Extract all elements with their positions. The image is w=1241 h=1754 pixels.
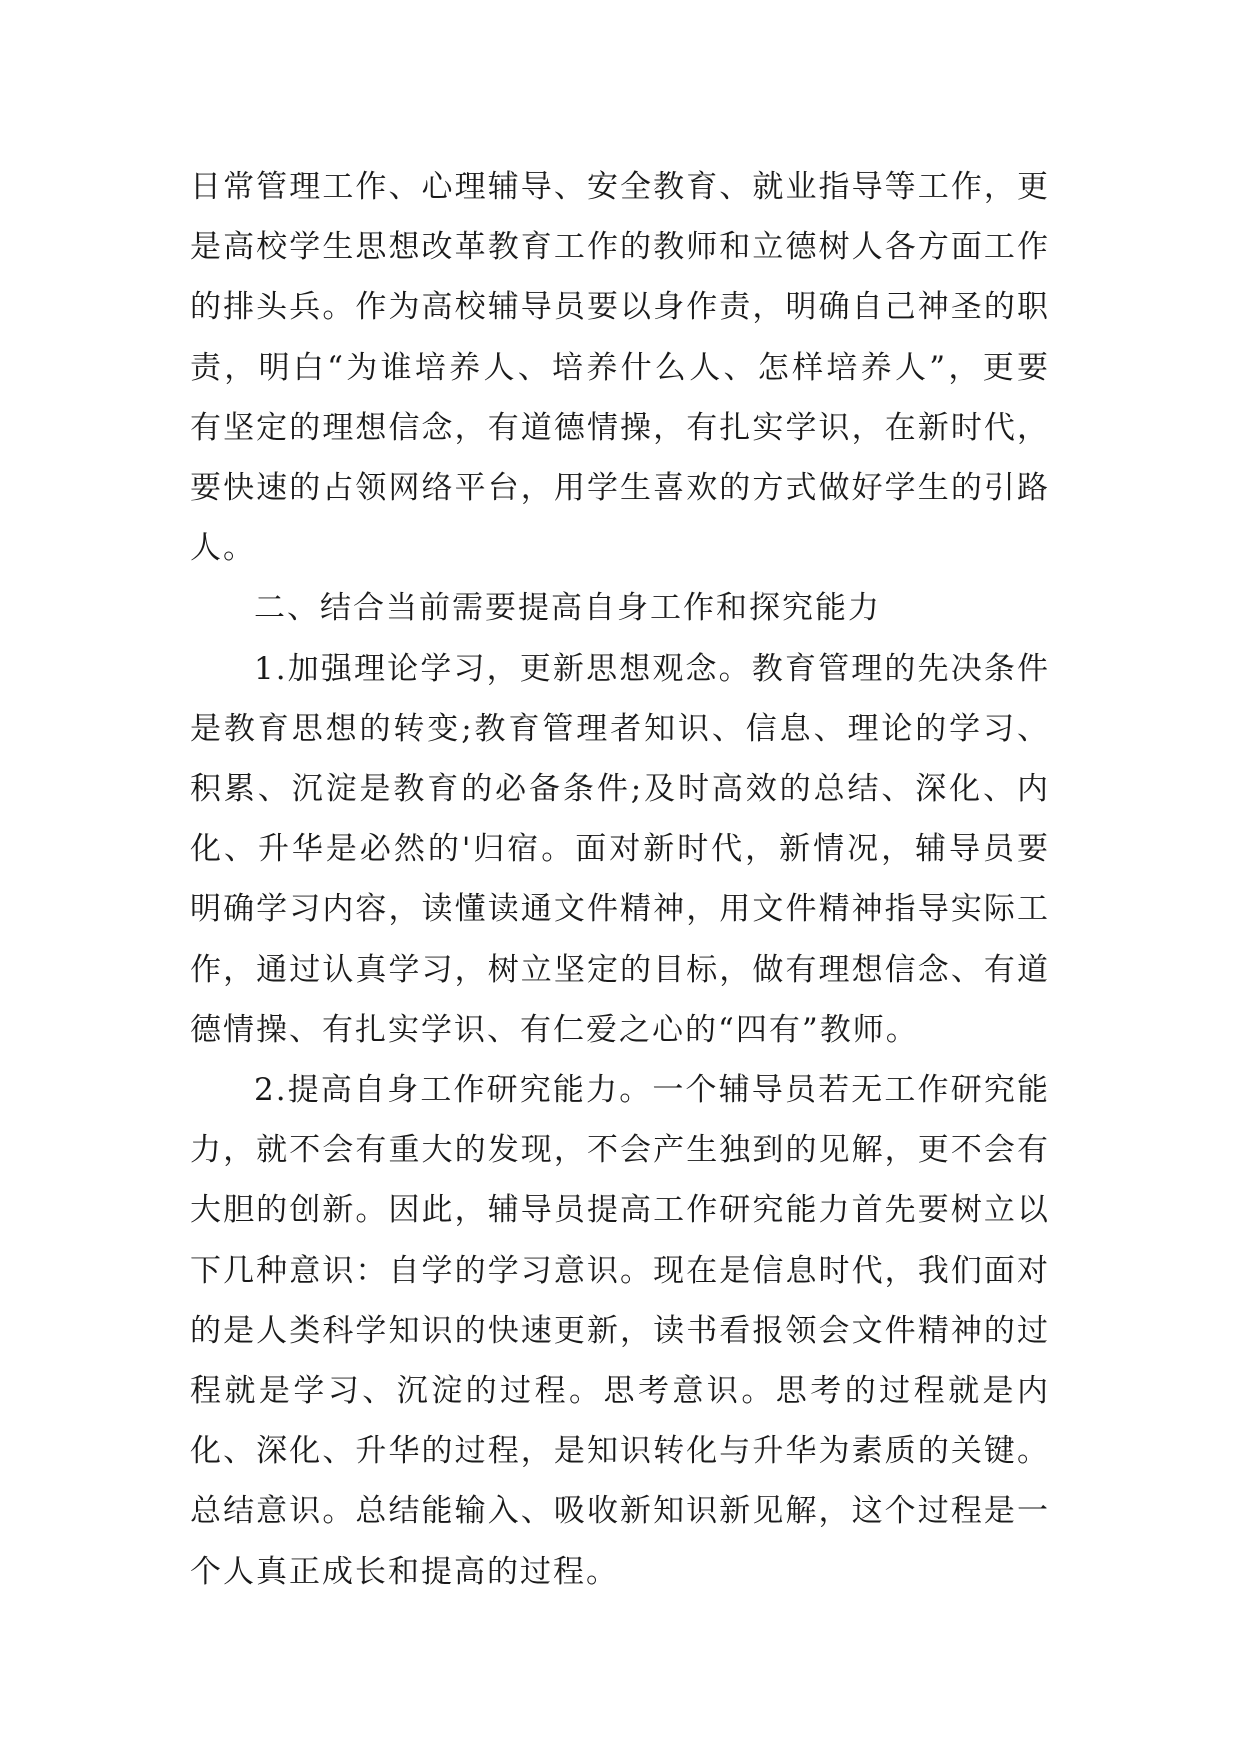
section-heading: 二、结合当前需要提高自身工作和探究能力 bbox=[254, 590, 881, 627]
paragraph-point-1: 1.加强理论学习，更新思想观念。教育管理的先决条件是教育思想的转变;教育管理者知识、信息、理论的学习、积累、沉淀是教育的必备条件;及时高效的总结、深化、内化、升华是必然的'归宿。面对新时代，新情况，辅导员要明确学习内容，读懂读通文件精神，用文件精神指导实际工作，通过认真学习，树立坚定的目标，做有理想信念、有道德情操、有扎实学识、有仁爱之心的“四有”教师。 bbox=[190, 650, 1050, 1048]
paragraph-continuation: 日常管理工作、心理辅导、安全教育、就业指导等工作，更是高校学生思想改革教育工作的教师和立德树人各方面工作的排头兵。作为高校辅导员要以身作责，明确自己神圣的职责，明白“为谁培养人、培养什么人、怎样培养人”，更要有坚定的理想信念，有道德情操，有扎实学识，在新时代，要快速的占领网络平台，用学生喜欢的方式做好学生的引路人。 bbox=[190, 169, 1050, 567]
paragraph-point-2: 2.提高自身工作研究能力。一个辅导员若无工作研究能力，就不会有重大的发现，不会产生独到的见解，更不会有大胆的创新。因此，辅导员提高工作研究能力首先要树立以下几种意识：自学的学习意识。现在是信息时代，我们面对的是人类科学知识的快速更新，读书看报领会文件精神的过程就是学习、沉淀的过程。思考意识。思考的过程就是内化、深化、升华的过程，是知识转化与升华为素质的关键。总结意识。总结能输入、吸收新知识新见解，这个过程是一个人真正成长和提高的过程。 bbox=[190, 1072, 1050, 1590]
document-body bbox=[190, 157, 1050, 1602]
